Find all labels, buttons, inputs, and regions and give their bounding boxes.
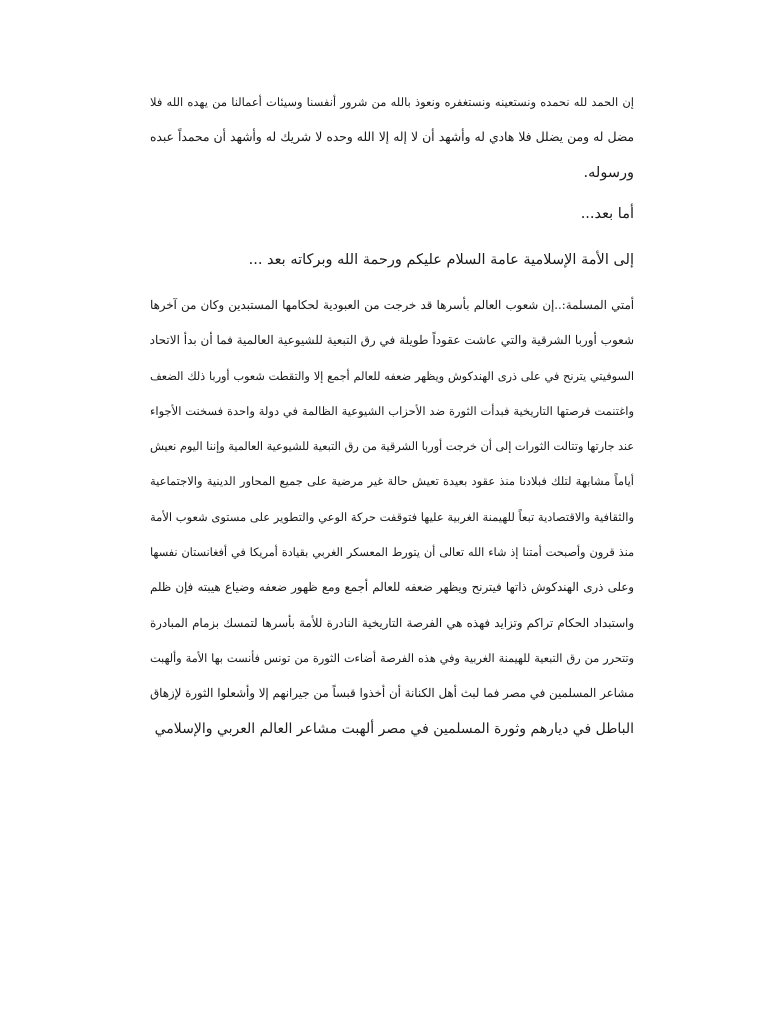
body-line: أمتي المسلمة:..إن شعوب العالم بأسرها قد خرجت من العبودية لحكامها المستبدين وكان من آخرها [150, 298, 634, 312]
body-line: شعوب أوربا الشرقية والتي عاشت عقوداً طويلة في رق التبعية للشيوعية العالمية فما أن بدأ الاتحاد [149, 333, 634, 348]
amma-bad-paragraph [150, 197, 634, 232]
opening-line: مضل له ومن يضلل فلا هادي له وأشهد أن لا إله إلا الله وحده لا شريك له وأشهد أن محمداً عبده [150, 130, 634, 145]
body-line: واغتنمت فرصتها التاريخية فبدأت الثورة ضد الأحزاب الشيوعية الظالمة في دولة واحدة فسخنت الأجواء [150, 403, 634, 418]
body-line: وعلى ذرى الهندكوش ذاتها فيترنح ويظهر ضعفه للعالم أجمع ومع ظهور ضعفه وضياع هيبته فإن ظلم [150, 580, 634, 595]
opening-paragraph [150, 85, 634, 191]
body-line: وتتحرر من رق التبعية للهيمنة الغربية وفي هذه الفرصة أضاءت الثورة من تونس فأنست بها الأمة وألهبت [150, 651, 634, 665]
body-line: واستبداد الحكام تراكم وتزايد فهذه هي الفرصة التاريخية النادرة للأمة بأسرها لتمسك بزمام المبادرة [150, 615, 634, 630]
salutation-line: إلى الأمة الإسلامية عامة السلام عليكم ورحمة الله وبركاته بعد ... [248, 252, 634, 268]
body-line: أياماً مشابهة لتلك فبلادنا منذ عقود بعيدة تعيش حالة غير مرضية على جميع المحاور الدينية والاجتماعية [150, 474, 634, 489]
body-line: منذ قرون وأصبحت أمتنا إذ شاء الله تعالى أن يتورط المعسكر الغربي بقيادة أمريكا في أفغانستان نفسها [150, 546, 634, 560]
body-line: والثقافية والاقتصادية تبعاً للهيمنة الغربية عليها فتوقفت حركة الوعي والتطوير على مستوى شعوب الأمة [150, 509, 634, 524]
body-line: مشاعر المسلمين في مصر فما لبث أهل الكنانة أن أخذوا قبساً من جيرانهم إلا وأشعلوا الثورة لإزهاق [150, 686, 634, 701]
salutation-paragraph [150, 243, 634, 278]
opening-line: ورسوله. [583, 164, 634, 181]
body-line: عند جارتها وتتالت الثورات إلى أن خرجت أوربا الشرقية من رق التبعية للشيوعية العالمية وإننا اليوم نعيش [150, 440, 634, 454]
body-line: الباطل في ديارهم وثورة المسلمين في مصر ألهبت مشاعر العالم العربي والإسلامي [154, 720, 634, 737]
opening-line: إن الحمد لله نحمده ونستعينه ونستغفره ونعوذ بالله من شرور أنفسنا وسيئات أعمالنا من يهده الله فلا [150, 95, 634, 109]
body-line: السوفيتي يترنح في على ذرى الهندكوش ويظهر ضعفه للعالم أجمع إلا والتقطت شعوب أوربا ذلك الضعف [150, 369, 634, 383]
amma-bad-line: أما بعد... [580, 206, 634, 222]
body-paragraph [150, 288, 634, 747]
